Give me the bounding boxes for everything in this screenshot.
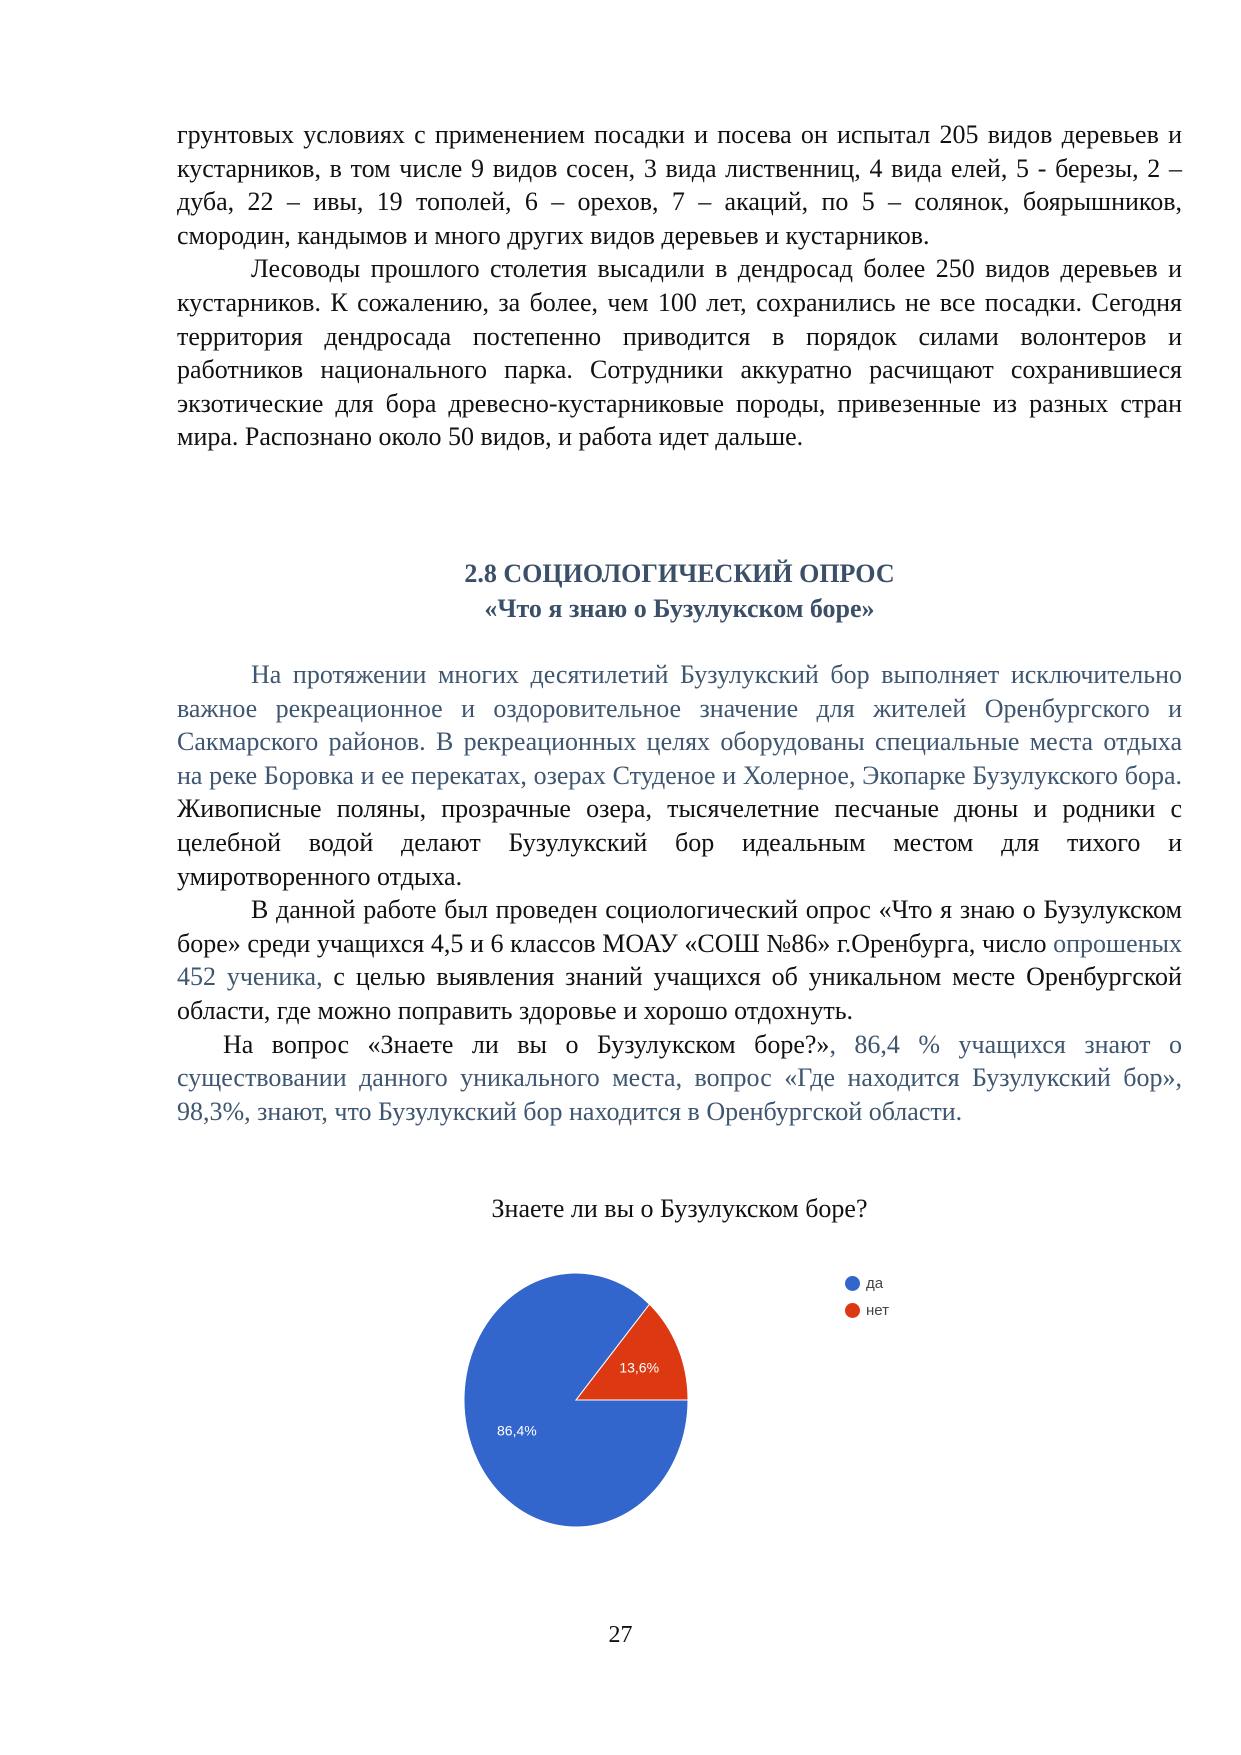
survey-text-a: В данной работе был проведен социологический опрос «Что я знаю о Бузулукском боре» среди учащихся 4,5 и 6 классов МОАУ «СОШ №86» г.Оренбурга, число (177, 895, 1182, 958)
paragraph-species-tested: грунтовых условиях с применением посадки и посева он испытал 205 видов деревьев и кустарников, в том числе 9 видов сосен, 3 вида лиственниц, 4 вида елей, 5 - березы, 2 – дуба, 22 – ивы, 19 тополей, 6 – орехов, 7 – акаций, по 5 – солянок, боярышников, смородин, кандымов и много других видов деревьев и кустарников. (177, 120, 1182, 250)
page-number: 27 (608, 1622, 633, 1648)
slice-label-no: 13,6% (619, 1359, 660, 1376)
paragraph-survey (177, 893, 1182, 1027)
survey-text-b: с целью выявления знаний учащихся об уникальном месте Оренбургской области, где можно поправить здоровье и хорошо отдохнуть. (177, 962, 1182, 1025)
legend-item-yes (845, 1270, 889, 1297)
section-heading: 2.8 СОЦИОЛОГИЧЕСКИЙ ОПРОС (464, 559, 895, 588)
legend-item-no (845, 1297, 889, 1324)
paragraph-recreation (177, 658, 1182, 893)
section-subheading: «Что я знаю о Бузулукском боре» (484, 594, 875, 623)
intro-text-block (177, 118, 1182, 454)
results-question: На вопрос «Знаете ли вы о Бузулукском боре?» (223, 1029, 830, 1059)
results-highlight: , 86,4 % учащихся знают о существовании данного уникального места, вопрос «Где находится Бузулукский бор», 98,3%, знают, что Бузулукский бор находится в Оренбургской области. (177, 1029, 1182, 1126)
survey-count-highlight: опрошеных 452 ученика, (177, 928, 1182, 992)
legend-dot-no-icon (845, 1303, 860, 1318)
legend-label-no: нет (866, 1302, 889, 1319)
recreation-highlight: На протяжении многих десятилетий Бузулукский бор выполняет исключительно важное рекреационное и оздоровительное значение для жителей Оренбургского и Сакмарского районов. В рекреационных целях оборудованы специальные места отдыха на реке Боровка и ее перекатах, озерах Студеное и Холерное, Экопарке Бузулукского бора. (177, 660, 1182, 790)
pie-chart (440, 1255, 720, 1545)
legend-dot-yes-icon (845, 1276, 860, 1291)
paragraph-results (177, 1028, 1182, 1129)
chart-legend (845, 1270, 889, 1324)
paragraph-dendrosad: Лесоводы прошлого столетия высадили в дендросад более 250 видов деревьев и кустарников. К сожалению, за более, чем 100 лет, сохранились не все посадки. Сегодня территория дендросада постепенно приводится в порядок силами волонтеров и работников национального парка. Сотрудники аккуратно расчищают сохранившиеся экзотические для бора древесно-кустарниковые породы, привезенные из разных стран мира. Распознано около 50 видов, и работа идет дальше. (177, 254, 1182, 452)
recreation-text: Живописные поляны, прозрачные озера, тысячелетние песчаные дюны и родники с целебной водой делают Бузулукский бор идеальным местом для тихого и умиротворенного отдыха. (177, 794, 1182, 891)
slice-label-yes: 86,4% (497, 1422, 537, 1439)
survey-text-block (177, 658, 1182, 1128)
legend-label-yes: да (866, 1275, 884, 1292)
chart-title: Знаете ли вы о Бузулукском боре? (491, 1194, 868, 1223)
